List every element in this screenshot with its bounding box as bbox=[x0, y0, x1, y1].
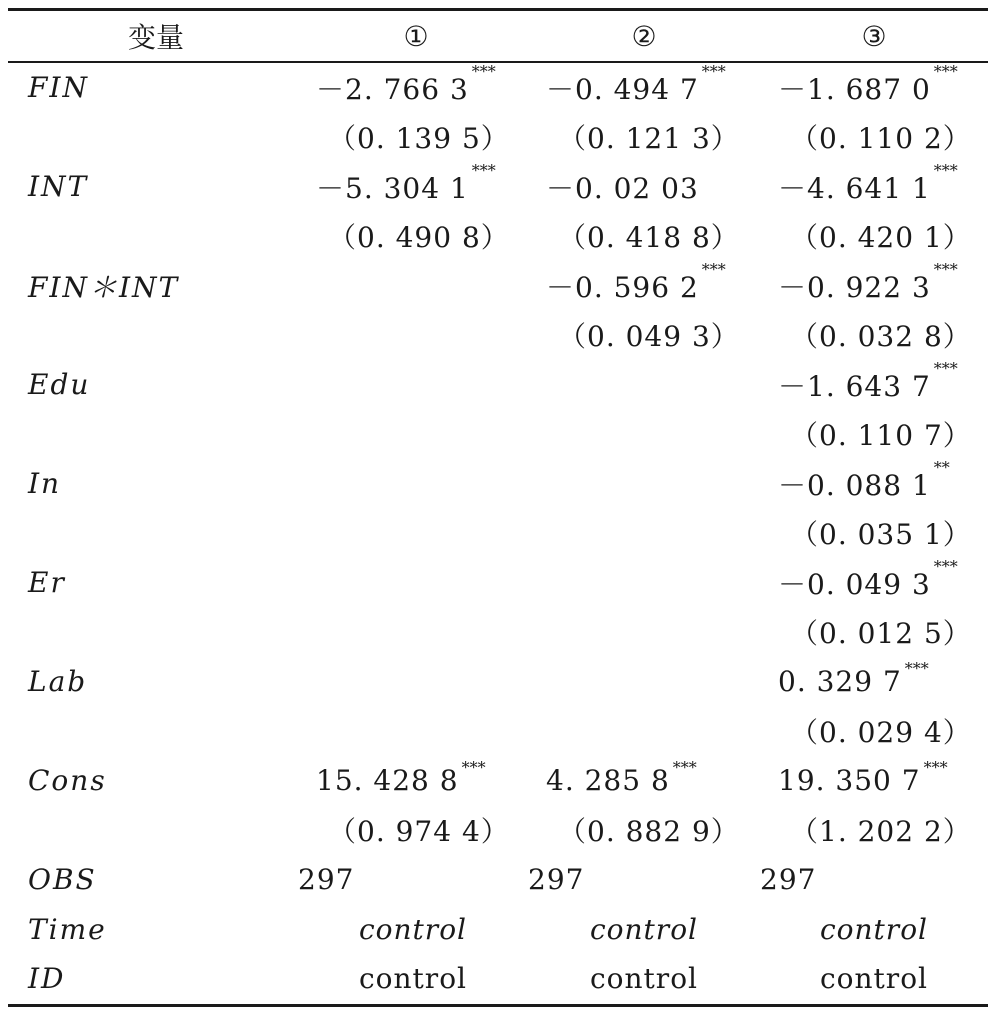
coefficient-value: 4. 285 8 bbox=[546, 764, 670, 798]
coefficient-value: 15. 428 8 bbox=[316, 764, 459, 798]
table-row-se bbox=[8, 113, 988, 163]
coefficient-value: －1. 687 0 bbox=[778, 72, 931, 106]
coefficient-value: －0. 02 03 bbox=[546, 171, 699, 205]
coefficient-cell bbox=[528, 167, 760, 207]
standard-error-cell: （0. 974 4） bbox=[328, 815, 510, 849]
standard-error-cell: （0. 121 3） bbox=[558, 122, 740, 156]
table-row-coef bbox=[8, 360, 988, 410]
coefficient-cell bbox=[760, 259, 988, 306]
significance-stars: *** bbox=[933, 160, 958, 180]
table-row-coef bbox=[8, 459, 988, 509]
row-label-time: Time bbox=[28, 912, 107, 946]
coefficient-cell bbox=[298, 467, 528, 500]
row-label: Edu bbox=[28, 368, 91, 402]
regression-table bbox=[8, 8, 988, 1007]
coefficient-value: 0. 329 7 bbox=[778, 665, 902, 699]
coefficient-cell bbox=[528, 467, 760, 500]
table-row-id bbox=[8, 954, 988, 1004]
standard-error-cell: （0. 420 1） bbox=[790, 221, 972, 255]
significance-stars: ** bbox=[933, 457, 950, 477]
table-row-se bbox=[8, 608, 988, 658]
row-label: In bbox=[28, 467, 62, 501]
bottom-rule bbox=[8, 1004, 988, 1007]
row-label: Er bbox=[28, 566, 66, 600]
time-value-3: control bbox=[819, 912, 929, 946]
id-value-3: control bbox=[819, 962, 929, 996]
table-body bbox=[8, 63, 988, 855]
coefficient-value: 19. 350 7 bbox=[778, 764, 921, 798]
coefficient-cell bbox=[528, 259, 760, 306]
standard-error-cell: （0. 139 5） bbox=[328, 122, 510, 156]
table-row-time bbox=[8, 905, 988, 955]
coefficient-cell bbox=[298, 368, 528, 401]
standard-error-cell: （1. 202 2） bbox=[790, 815, 972, 849]
standard-error-cell: （0. 490 8） bbox=[328, 221, 510, 255]
table-row-coef bbox=[8, 162, 988, 212]
significance-stars: *** bbox=[923, 758, 948, 778]
coefficient-value: －4. 641 1 bbox=[778, 171, 931, 205]
coefficient-value: －5. 304 1 bbox=[316, 171, 469, 205]
coefficient-cell bbox=[298, 665, 528, 698]
coefficient-cell bbox=[760, 556, 988, 603]
table-row-se bbox=[8, 707, 988, 757]
standard-error-cell: （0. 012 5） bbox=[790, 617, 972, 651]
significance-stars: *** bbox=[672, 758, 697, 778]
coefficient-cell bbox=[298, 566, 528, 599]
table-row-coef bbox=[8, 657, 988, 707]
coefficient-value: －0. 049 3 bbox=[778, 567, 931, 601]
header-row bbox=[8, 11, 988, 61]
row-label: INT bbox=[28, 170, 89, 204]
coefficient-cell bbox=[760, 160, 988, 207]
coefficient-cell bbox=[298, 758, 528, 798]
coefficient-cell bbox=[760, 457, 988, 504]
coefficient-value: －0. 494 7 bbox=[546, 72, 699, 106]
standard-error-cell: （0. 110 2） bbox=[790, 122, 972, 156]
coefficient-value: －0. 596 2 bbox=[546, 270, 699, 304]
significance-stars: *** bbox=[933, 358, 958, 378]
coefficient-cell bbox=[760, 659, 988, 699]
standard-error-cell: （0. 032 8） bbox=[790, 320, 972, 354]
table-row-obs bbox=[8, 855, 988, 905]
standard-error-cell: （0. 035 1） bbox=[790, 518, 972, 552]
coefficient-value: －2. 766 3 bbox=[316, 72, 469, 106]
table-row-se bbox=[8, 509, 988, 559]
table-row-se bbox=[8, 410, 988, 460]
significance-stars: *** bbox=[461, 758, 486, 778]
standard-error-cell: （0. 029 4） bbox=[790, 716, 972, 750]
table-row-se bbox=[8, 212, 988, 262]
table-row-coef bbox=[8, 558, 988, 608]
significance-stars: *** bbox=[471, 61, 496, 81]
obs-value-1: 297 bbox=[298, 863, 355, 897]
header-model-2: ② bbox=[631, 19, 657, 53]
header-variable: 变量 bbox=[127, 21, 184, 54]
obs-value-2: 297 bbox=[528, 863, 585, 897]
table-row-se bbox=[8, 806, 988, 856]
table-row-se bbox=[8, 311, 988, 361]
table-row-coef bbox=[8, 261, 988, 311]
standard-error-cell: （0. 110 7） bbox=[790, 419, 972, 453]
significance-stars: *** bbox=[933, 259, 958, 279]
row-label: Lab bbox=[28, 665, 88, 699]
header-model-1: ① bbox=[403, 19, 429, 53]
time-value-2: control bbox=[589, 912, 699, 946]
row-label: FIN bbox=[28, 71, 89, 105]
coefficient-cell bbox=[760, 61, 988, 108]
header-model-3: ③ bbox=[861, 19, 887, 53]
coefficient-value: －1. 643 7 bbox=[778, 369, 931, 403]
row-label: FIN＊INT bbox=[28, 270, 180, 304]
table-row-coef bbox=[8, 63, 988, 113]
significance-stars: *** bbox=[933, 556, 958, 576]
table-row-coef bbox=[8, 756, 988, 806]
row-label-obs: OBS bbox=[28, 863, 97, 897]
coefficient-cell bbox=[298, 269, 528, 302]
significance-stars: *** bbox=[471, 160, 496, 180]
coefficient-cell bbox=[298, 160, 528, 207]
coefficient-cell bbox=[528, 665, 760, 698]
row-label: Cons bbox=[28, 764, 107, 798]
significance-stars: *** bbox=[933, 61, 958, 81]
significance-stars: *** bbox=[904, 659, 929, 679]
coefficient-value: －0. 922 3 bbox=[778, 270, 931, 304]
significance-stars: *** bbox=[701, 259, 726, 279]
significance-stars: *** bbox=[701, 61, 726, 81]
standard-error-cell: （0. 049 3） bbox=[558, 320, 740, 354]
obs-value-3: 297 bbox=[760, 863, 817, 897]
standard-error-cell: （0. 418 8） bbox=[558, 221, 740, 255]
coefficient-cell bbox=[760, 758, 988, 798]
coefficient-cell bbox=[528, 61, 760, 108]
standard-error-cell: （0. 882 9） bbox=[558, 815, 740, 849]
id-value-2: control bbox=[589, 962, 699, 996]
row-label-id: ID bbox=[28, 962, 66, 996]
coefficient-cell bbox=[298, 61, 528, 108]
id-value-1: control bbox=[358, 962, 468, 996]
time-value-1: control bbox=[358, 912, 468, 946]
coefficient-cell bbox=[528, 758, 760, 798]
coefficient-cell bbox=[760, 358, 988, 405]
coefficient-cell bbox=[528, 368, 760, 401]
coefficient-cell bbox=[528, 566, 760, 599]
coefficient-value: －0. 088 1 bbox=[778, 468, 931, 502]
